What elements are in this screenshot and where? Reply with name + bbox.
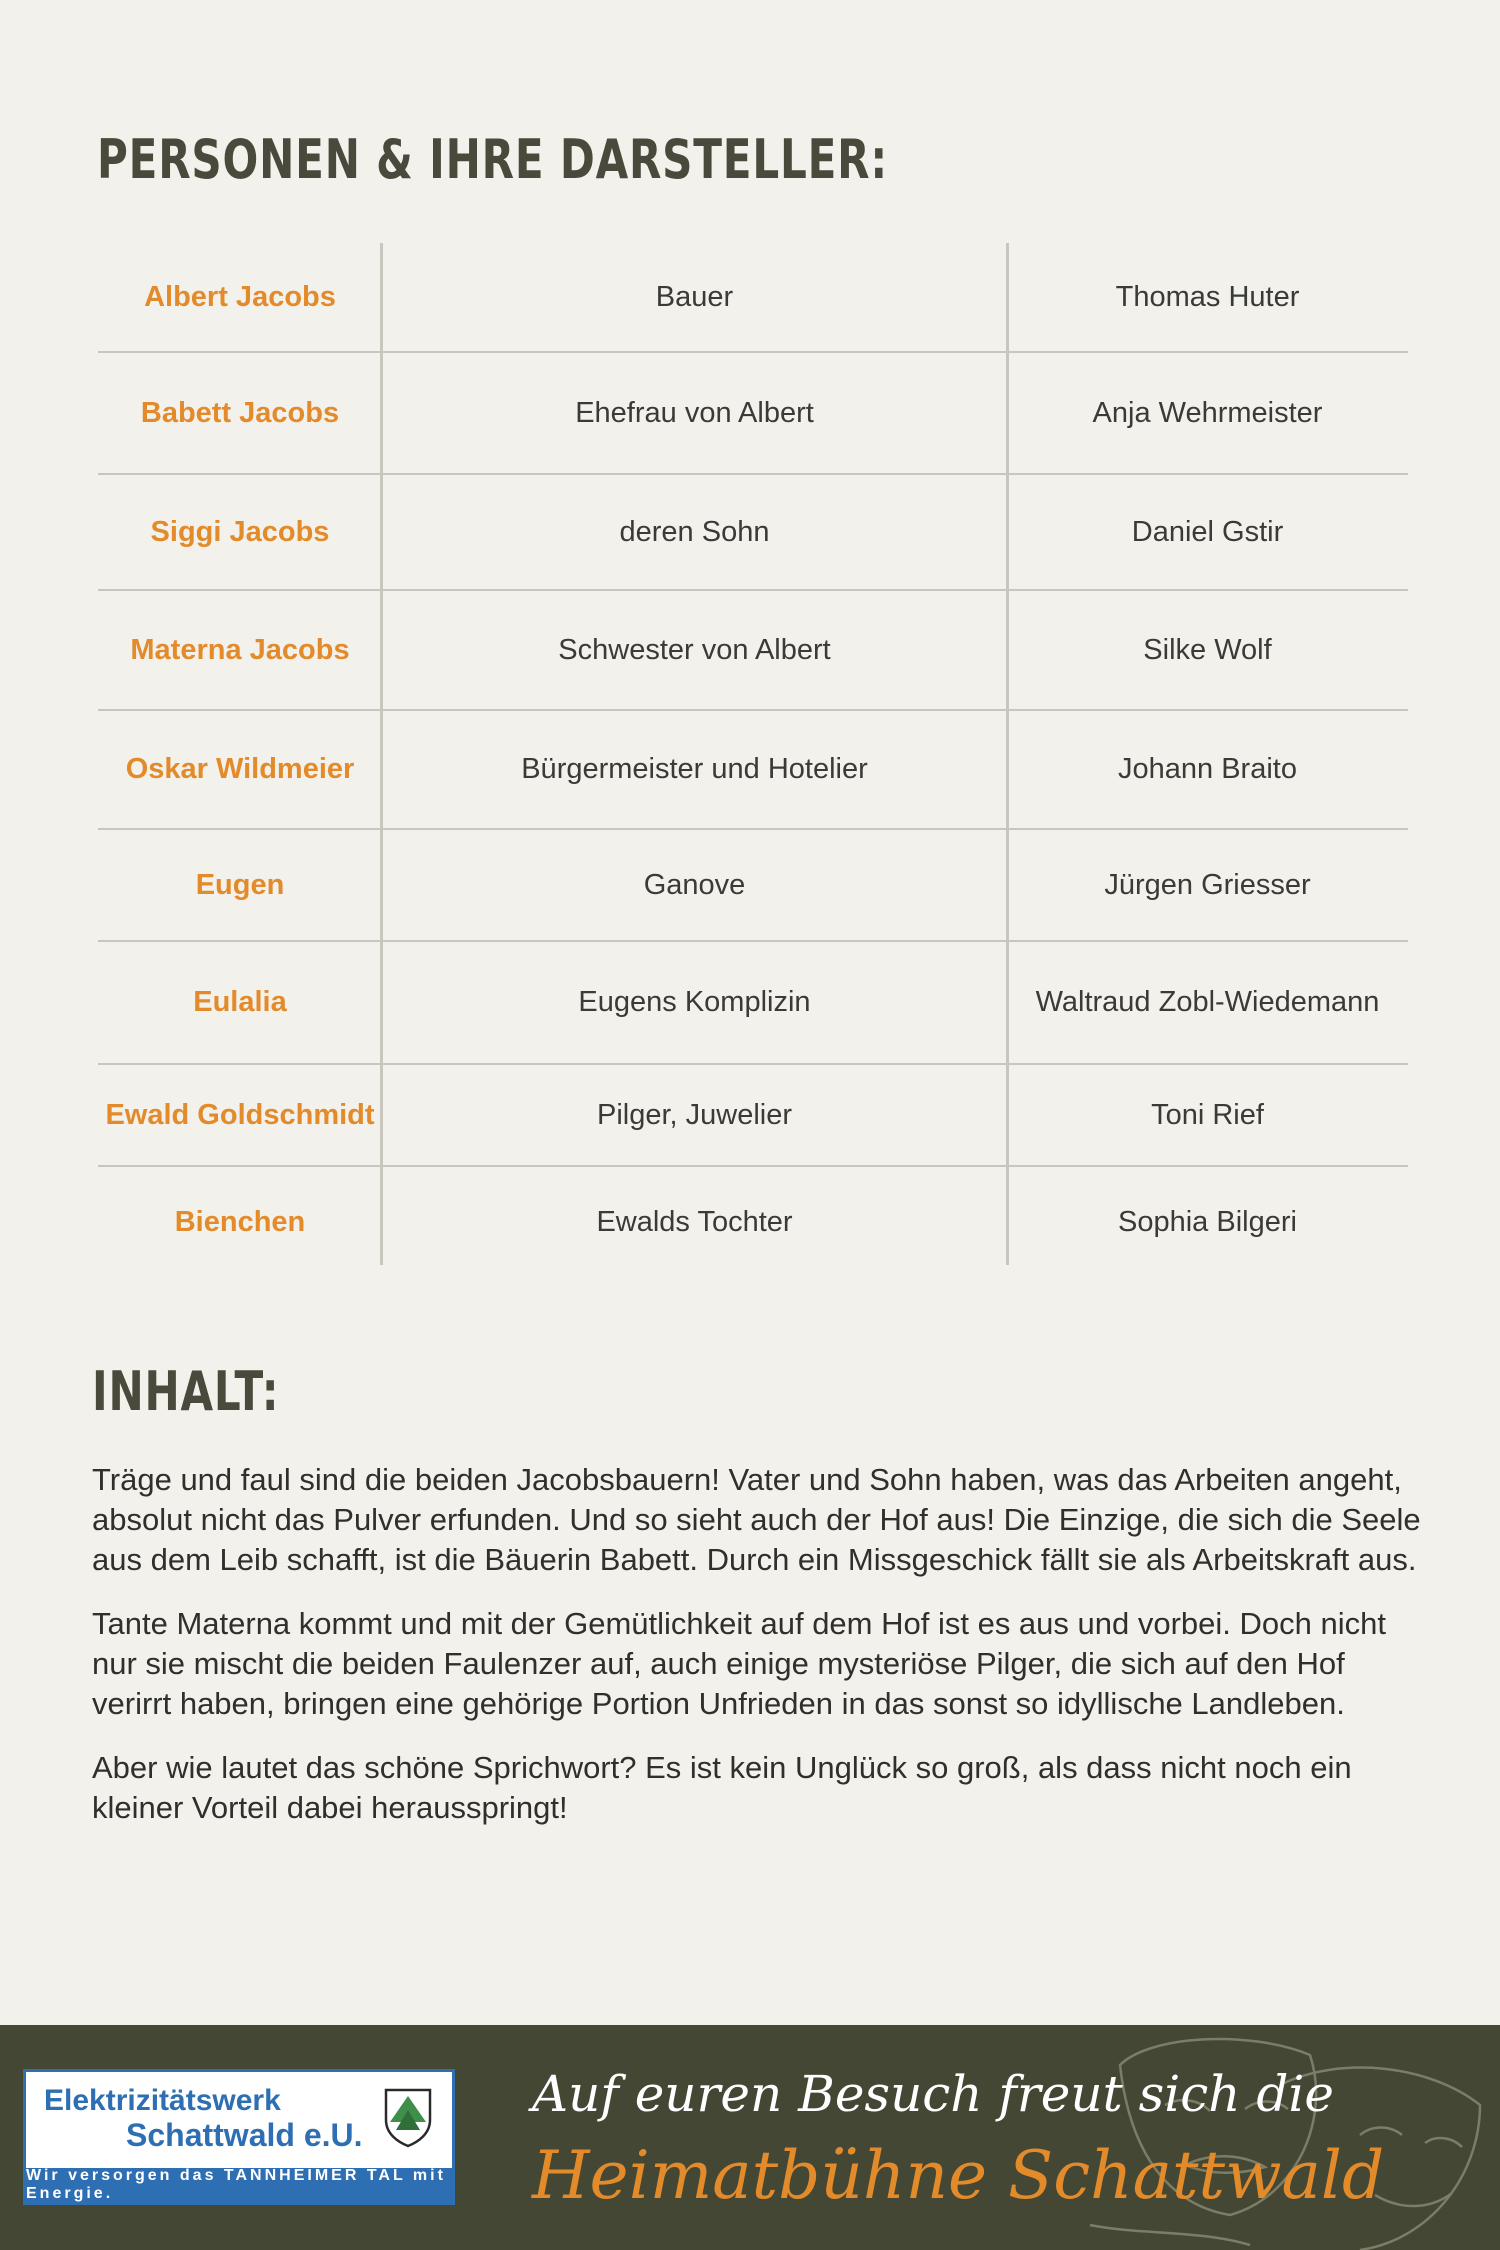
role-description: Schwester von Albert	[558, 633, 831, 666]
footer	[0, 2025, 1500, 2250]
role-description: Ganove	[643, 868, 746, 901]
logo-line-1: Elektrizitätswerk	[44, 2084, 281, 2117]
actor-name: Anja Wehrmeister	[1092, 396, 1323, 429]
inhalt-paragraph: Aber wie lautet das schöne Sprichwort? Es ist kein Unglück so groß, als dass nicht noch ein kleiner Vorteil dabei herausspringt!	[92, 1750, 1352, 1825]
cast-row	[98, 1167, 1408, 1277]
role-name: Babett Jacobs	[140, 396, 340, 429]
actor-name: Silke Wolf	[1143, 633, 1272, 666]
actor-name: Thomas Huter	[1115, 280, 1300, 313]
role-name: Oskar Wildmeier	[125, 753, 355, 785]
cast-row	[98, 711, 1408, 830]
role-name: Siggi Jacobs	[150, 515, 330, 548]
inhalt-body	[92, 1460, 1422, 1852]
cast-row	[98, 243, 1408, 353]
role-description: Eugens Komplizin	[578, 986, 811, 1018]
actor-name: Sophia Bilgeri	[1118, 1205, 1297, 1238]
role-name: Eulalia	[193, 986, 287, 1018]
ew-schattwald-logo	[23, 2069, 455, 2205]
tagline-theater-name: Heimatbühne Schattwald	[532, 2137, 1385, 2214]
role-name: Bienchen	[174, 1205, 306, 1238]
role-description: deren Sohn	[619, 515, 770, 548]
inhalt-heading: INHALT:	[92, 1360, 280, 1423]
role-description: Pilger, Juwelier	[596, 1098, 793, 1131]
role-name: Ewald Goldschmidt	[105, 1098, 375, 1131]
logo-line-2: Schattwald e.U.	[126, 2117, 363, 2153]
cast-row	[98, 830, 1408, 942]
inhalt-paragraph: Träge und faul sind die beiden Jacobsbauern! Vater und Sohn haben, was das Arbeiten angeht, absolut nicht das Pulver erfunden. Und so sieht auch der Hof aus! Die Einzige, die sich die Seele aus dem Leib schafft, ist die Bäuerin Babett. Durch ein Missgeschick fällt sie als Arbeitskraft aus.	[92, 1462, 1421, 1577]
role-name: Albert Jacobs	[144, 280, 336, 313]
actor-name: Toni Rief	[1151, 1098, 1264, 1131]
actor-name: Jürgen Griesser	[1104, 868, 1311, 901]
actor-name: Daniel Gstir	[1131, 515, 1284, 548]
logo-slogan: Wir versorgen das TANNHEIMER TAL mit Energie.	[26, 2168, 452, 2202]
role-name: Eugen	[195, 868, 285, 901]
inhalt-paragraph: Tante Materna kommt und mit der Gemütlichkeit auf dem Hof ist es aus und vorbei. Doch nicht nur sie mischt die beiden Faulenzer auf, auch einige mysteriöse Pilger, die sich auf den Hof verirrt haben, bringen eine gehörige Portion Unfrieden in das sonst so idyllische Landleben.	[92, 1606, 1386, 1721]
role-description: Ewalds Tochter	[596, 1205, 793, 1238]
role-description: Bauer	[655, 280, 734, 313]
cast-row	[98, 475, 1408, 591]
tagline-welcome: Auf euren Besuch freut sich die	[532, 2065, 1334, 2123]
cast-row	[98, 591, 1408, 711]
role-description: Ehefrau von Albert	[575, 396, 814, 429]
role-description: Bürgermeister und Hotelier	[521, 753, 868, 785]
actor-name: Waltraud Zobl-Wiedemann	[1035, 986, 1380, 1018]
cast-row	[98, 353, 1408, 475]
cast-row	[98, 942, 1408, 1065]
role-name: Materna Jacobs	[130, 633, 350, 666]
crest-icon	[382, 2086, 434, 2148]
cast-heading: PERSONEN & IHRE DARSTELLER:	[97, 128, 888, 191]
cast-row	[98, 1065, 1408, 1167]
actor-name: Johann Braito	[1118, 753, 1297, 785]
cast-table	[98, 243, 1408, 1277]
